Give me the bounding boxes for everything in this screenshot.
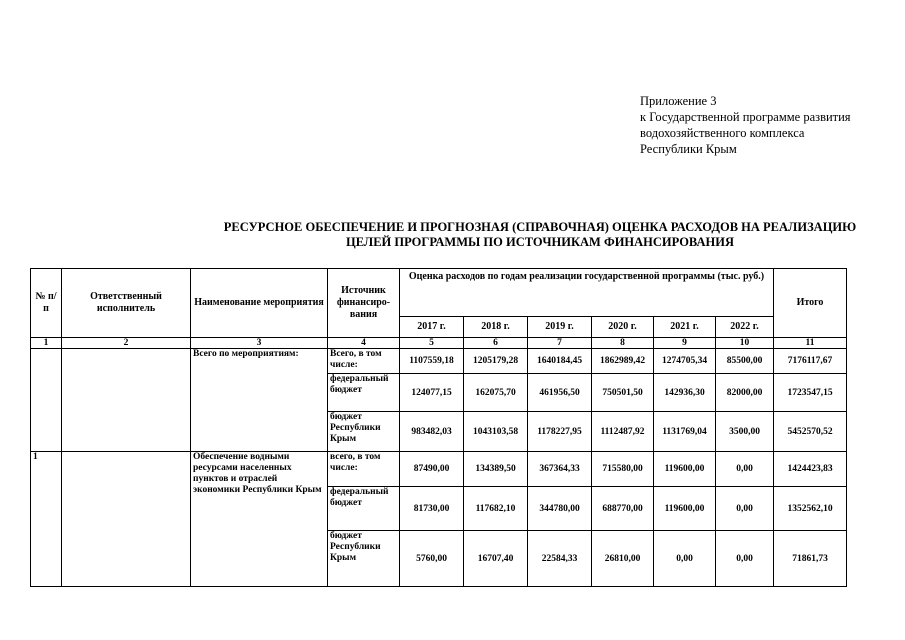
cell-value: 983482,03 — [400, 412, 464, 452]
header-estimate: Оценка расходов по годам реализации государственной программы (тыс. руб.) — [400, 269, 774, 317]
cell-value: 0,00 — [654, 531, 716, 587]
cell-value: 87490,00 — [400, 452, 464, 487]
cell-value: 3500,00 — [716, 412, 774, 452]
column-index: 9 — [654, 338, 716, 349]
cell-value: 81730,00 — [400, 487, 464, 531]
header-year: 2018 г. — [464, 317, 528, 338]
table-row — [31, 452, 847, 487]
cell-value: 715580,00 — [592, 452, 654, 487]
row-source: федеральный бюджет — [328, 487, 400, 531]
row-num — [31, 349, 62, 452]
cell-value: 367364,33 — [528, 452, 592, 487]
appendix-line: к Государственной программе развития — [640, 110, 851, 124]
cell-total: 7176117,67 — [774, 349, 847, 374]
row-executor — [62, 452, 191, 587]
cell-value: 119600,00 — [654, 487, 716, 531]
cell-value: 1205179,28 — [464, 349, 528, 374]
column-index: 2 — [62, 338, 191, 349]
row-num: 1 — [31, 452, 62, 587]
column-index: 4 — [328, 338, 400, 349]
header-executor: Ответственный исполнитель — [62, 269, 191, 338]
cell-value: 5760,00 — [400, 531, 464, 587]
header-year: 2021 г. — [654, 317, 716, 338]
cell-value: 22584,33 — [528, 531, 592, 587]
document-title-line1: РЕСУРСНОЕ ОБЕСПЕЧЕНИЕ И ПРОГНОЗНАЯ (СПРАВОЧНАЯ) ОЦЕНКА РАСХОДОВ НА РЕАЛИЗАЦИЮ — [223, 220, 857, 234]
cell-total: 1424423,83 — [774, 452, 847, 487]
header-total: Итого — [774, 269, 847, 338]
document-title-line2: ЦЕЛЕЙ ПРОГРАММЫ ПО ИСТОЧНИКАМ ФИНАНСИРОВАНИЯ — [346, 235, 734, 249]
cell-value: 0,00 — [716, 487, 774, 531]
cell-total: 5452570,52 — [774, 412, 847, 452]
column-index: 7 — [528, 338, 592, 349]
cell-total: 1723547,15 — [774, 374, 847, 412]
cell-value: 16707,40 — [464, 531, 528, 587]
row-source: федеральный бюджет — [328, 374, 400, 412]
row-source: бюджет Республики Крым — [328, 531, 400, 587]
appendix-line: Приложение 3 — [640, 94, 717, 108]
cell-value: 117682,10 — [464, 487, 528, 531]
row-source: всего, в том числе: — [328, 452, 400, 487]
row-source: Всего, в том числе: — [328, 349, 400, 374]
cell-value: 26810,00 — [592, 531, 654, 587]
cell-value: 124077,15 — [400, 374, 464, 412]
column-index: 10 — [716, 338, 774, 349]
column-index-row — [31, 338, 847, 349]
header-year: 2017 г. — [400, 317, 464, 338]
cell-value: 162075,70 — [464, 374, 528, 412]
cell-value: 0,00 — [716, 452, 774, 487]
cell-value: 688770,00 — [592, 487, 654, 531]
cell-value: 1640184,45 — [528, 349, 592, 374]
cell-value: 1107559,18 — [400, 349, 464, 374]
cell-value: 1131769,04 — [654, 412, 716, 452]
cell-value: 1862989,42 — [592, 349, 654, 374]
row-activity: Всего по мероприятиям: — [191, 349, 328, 452]
cell-value: 85500,00 — [716, 349, 774, 374]
column-index: 1 — [31, 338, 62, 349]
cell-total: 1352562,10 — [774, 487, 847, 531]
cell-value: 1043103,58 — [464, 412, 528, 452]
column-index: 5 — [400, 338, 464, 349]
column-index: 6 — [464, 338, 528, 349]
cell-value: 119600,00 — [654, 452, 716, 487]
row-executor — [62, 349, 191, 452]
cell-value: 1274705,34 — [654, 349, 716, 374]
cell-value: 134389,50 — [464, 452, 528, 487]
column-index: 8 — [592, 338, 654, 349]
cell-value: 0,00 — [716, 531, 774, 587]
row-activity: Обеспечение водными ресурсами населенных пунктов и отраслей экономики Республики Крым — [191, 452, 328, 587]
cell-value: 461956,50 — [528, 374, 592, 412]
table-row — [31, 349, 847, 374]
appendix-line: водохозяйственного комплекса — [640, 126, 805, 140]
header-year: 2022 г. — [716, 317, 774, 338]
column-index: 3 — [191, 338, 328, 349]
appendix-note — [640, 93, 851, 157]
header-activity: Наименование мероприятия — [191, 269, 328, 338]
row-source: бюджет Республики Крым — [328, 412, 400, 452]
cell-value: 1178227,95 — [528, 412, 592, 452]
resource-table — [30, 268, 847, 587]
cell-total: 71861,73 — [774, 531, 847, 587]
header-num: № п/п — [31, 269, 62, 338]
appendix-line: Республики Крым — [640, 142, 737, 156]
header-year: 2019 г. — [528, 317, 592, 338]
cell-value: 142936,30 — [654, 374, 716, 412]
header-source: Источник финансиро-вания — [328, 269, 400, 338]
header-year: 2020 г. — [592, 317, 654, 338]
cell-value: 1112487,92 — [592, 412, 654, 452]
cell-value: 82000,00 — [716, 374, 774, 412]
cell-value: 344780,00 — [528, 487, 592, 531]
document-title — [195, 220, 885, 250]
column-index: 11 — [774, 338, 847, 349]
cell-value: 750501,50 — [592, 374, 654, 412]
